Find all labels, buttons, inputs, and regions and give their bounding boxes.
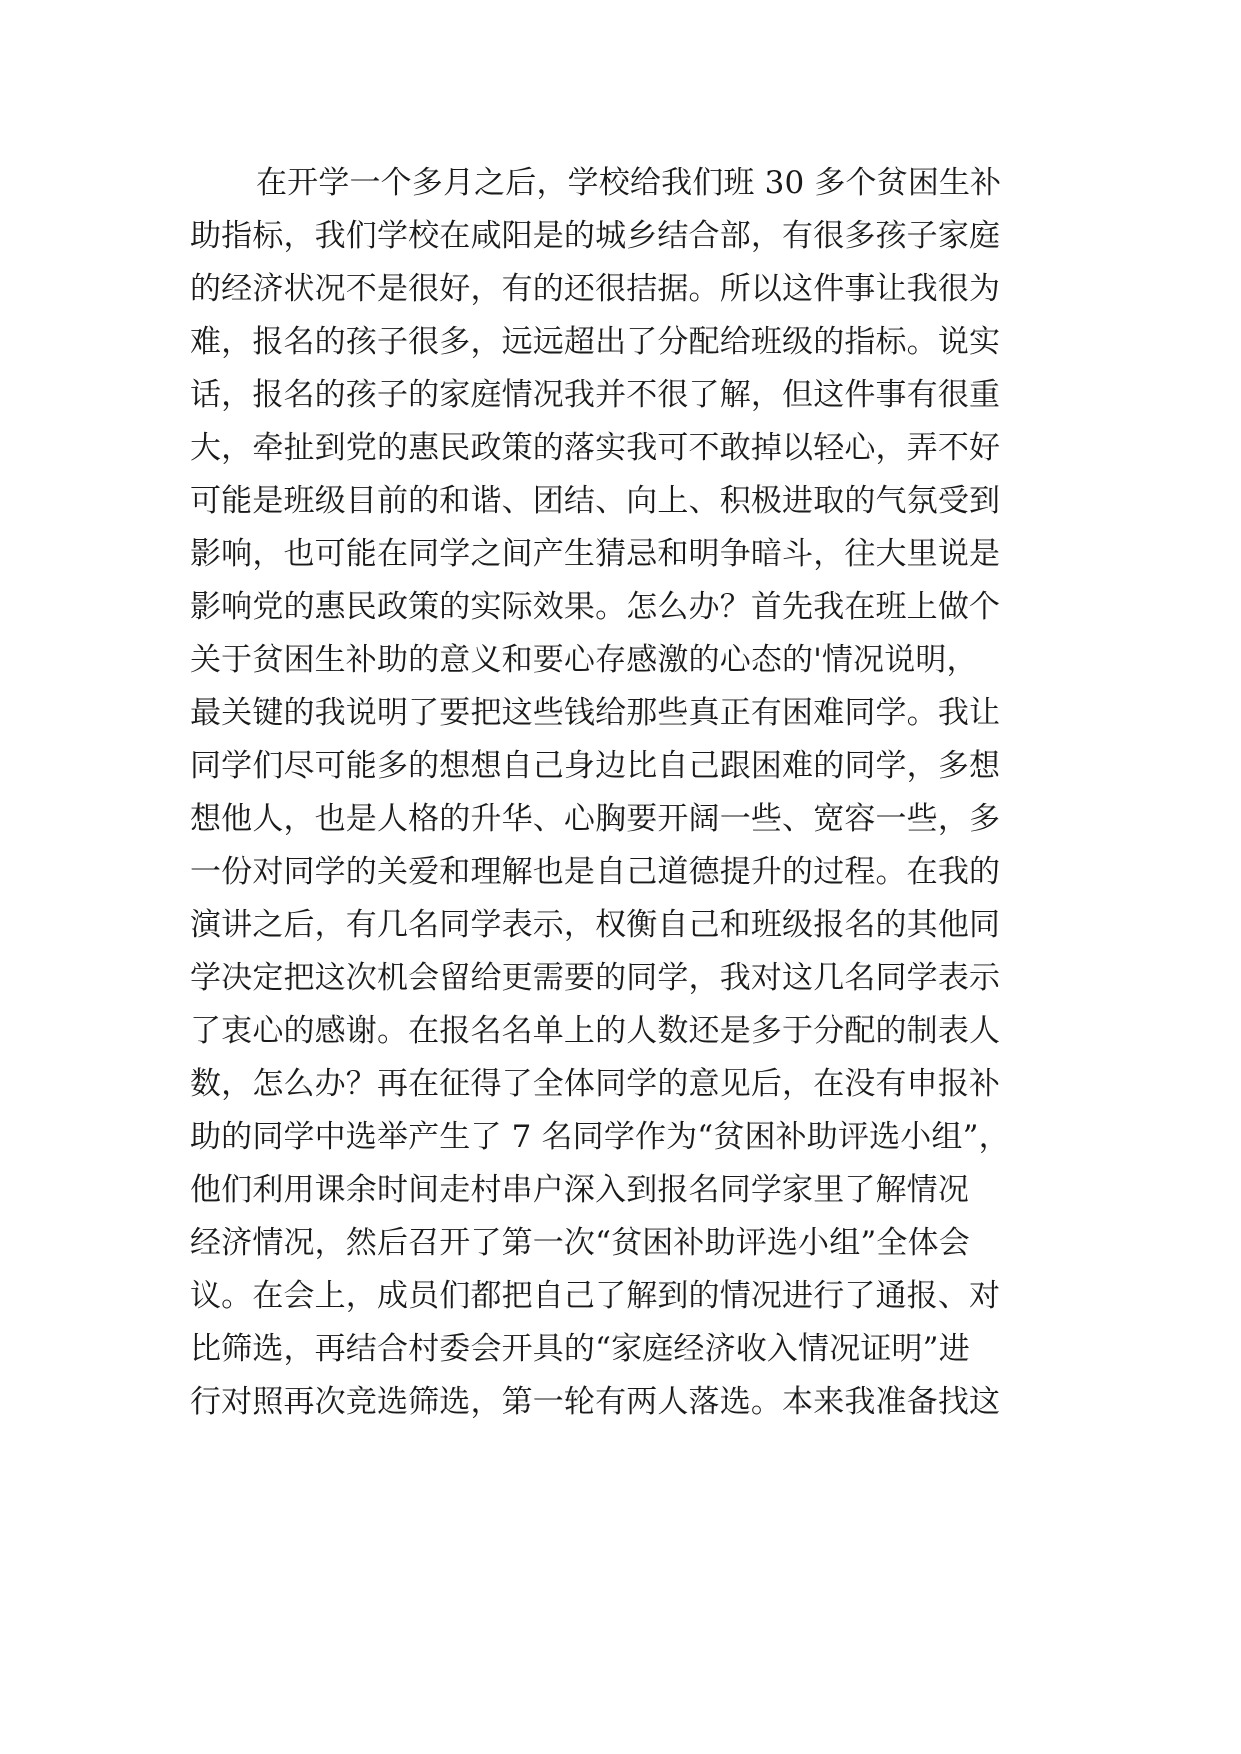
text-line: 想他人，也是人格的升华、心胸要开阔一些、宽容一些，多: [190, 801, 1001, 837]
text-line: 话，报名的孩子的家庭情况我并不很了解，但这件事有很重: [190, 377, 1001, 413]
text-line: 难，报名的孩子很多，远远超出了分配给班级的指标。说实: [190, 324, 1001, 360]
text-line: 的经济状况不是很好，有的还很拮据。所以这件事让我很为: [190, 271, 1001, 307]
text-line: 一份对同学的关爱和理解也是自己道德提升的过程。在我的: [190, 854, 1001, 890]
text-line: 演讲之后，有几名同学表示，权衡自己和班级报名的其他同: [190, 907, 1001, 943]
text-line: 议。在会上，成员们都把自己了解到的情况进行了通报、对: [190, 1278, 1001, 1314]
text-line: 最关键的我说明了要把这些钱给那些真正有困难同学。我让: [190, 695, 1001, 731]
text-line: 大，牵扯到党的惠民政策的落实我可不敢掉以轻心，弄不好: [190, 430, 1001, 466]
text-line: 比筛选，再结合村委会开具的“家庭经济收入情况证明”进: [190, 1331, 970, 1367]
text-line: 可能是班级目前的和谐、团结、向上、积极进取的气氛受到: [190, 483, 1001, 519]
text-line: 行对照再次竞选筛选，第一轮有两人落选。本来我准备找这: [190, 1384, 1001, 1420]
text-line: 影响，也可能在同学之间产生猜忌和明争暗斗，往大里说是: [190, 536, 1001, 572]
text-line: 在开学一个多月之后，学校给我们班 30 多个贫困生补: [256, 165, 1002, 201]
text-line: 了衷心的感谢。在报名名单上的人数还是多于分配的制表人: [190, 1013, 1001, 1049]
text-line: 数，怎么办？再在征得了全体同学的意见后，在没有申报补: [190, 1066, 1001, 1102]
text-line: 同学们尽可能多的想想自己身边比自己跟困难的同学，多想: [190, 748, 1001, 784]
text-line: 他们利用课余时间走村串户深入到报名同学家里了解情况: [190, 1172, 969, 1208]
text-line: 助指标，我们学校在咸阳是的城乡结合部，有很多孩子家庭: [190, 218, 1001, 254]
body-paragraph: [190, 157, 1070, 1429]
text-line: 经济情况，然后召开了第一次“贫困补助评选小组”全体会: [190, 1225, 970, 1261]
text-line: 学决定把这次机会留给更需要的同学，我对这几名同学表示: [190, 960, 1001, 996]
text-line: 影响党的惠民政策的实际效果。怎么办？首先我在班上做个: [190, 589, 1001, 625]
text-line: 助的同学中选举产生了 7 名同学作为“贫困补助评选小组”，: [190, 1119, 1010, 1155]
text-line: 关于贫困生补助的意义和要心存感激的心态的'情况说明，: [190, 642, 978, 678]
